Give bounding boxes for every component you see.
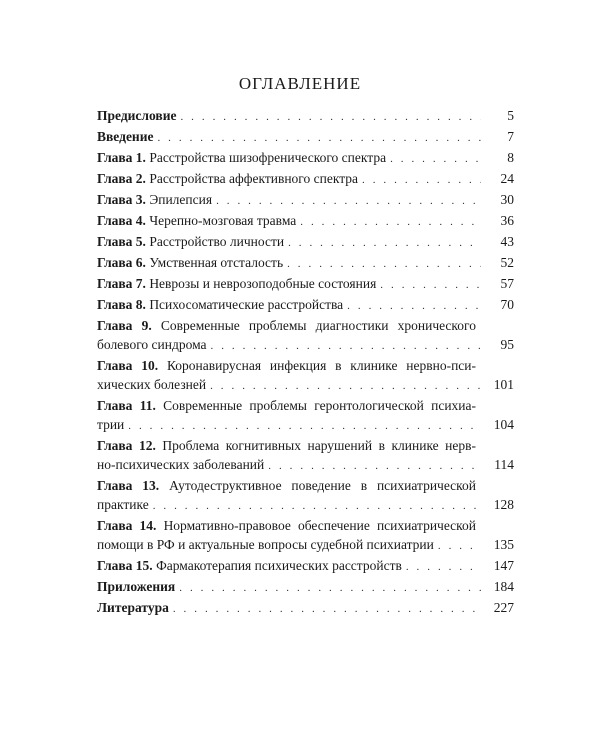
toc-entry-text-line2: трии bbox=[97, 417, 125, 432]
toc-entry-chapter-5 bbox=[97, 232, 514, 253]
toc-entry-text: Неврозы и неврозоподобные состояния bbox=[149, 276, 377, 291]
toc-entry-text-line1: Современные проблемы геронтологической психиа- bbox=[163, 398, 477, 413]
dot-leader bbox=[179, 579, 481, 598]
toc-entry-head: Глава 1. bbox=[97, 150, 146, 165]
toc-entry-chapter-2 bbox=[97, 169, 514, 190]
toc-entry-text: Фармакотерапия психических расстройств bbox=[156, 558, 402, 573]
dot-leader bbox=[300, 213, 481, 232]
toc-entry-chapter-9 bbox=[97, 316, 514, 356]
toc-page-number: 43 bbox=[500, 234, 514, 249]
dot-leader bbox=[390, 150, 481, 169]
toc-entry-head: Глава 4. bbox=[97, 213, 146, 228]
toc-entry-head: Глава 5. bbox=[97, 234, 146, 249]
toc-entry-chapter-4 bbox=[97, 211, 514, 232]
toc-entry-head: Глава 2. bbox=[97, 171, 146, 186]
toc-page-number: 7 bbox=[507, 129, 514, 144]
toc-entry-head: Глава 8. bbox=[97, 297, 146, 312]
toc-entry-text: Психосоматические расстройства bbox=[149, 297, 344, 312]
toc-entry-head: Глава 3. bbox=[97, 192, 146, 207]
dot-leader bbox=[128, 417, 481, 436]
toc-entry-head: Глава 14. bbox=[97, 518, 157, 533]
toc-entry-head: Глава 9. bbox=[97, 318, 152, 333]
toc-entry-chapter-6 bbox=[97, 253, 514, 274]
toc-title: ОГЛАВЛЕНИЕ bbox=[238, 74, 362, 93]
toc-page-number: 184 bbox=[493, 579, 514, 594]
toc-entry-chapter-11 bbox=[97, 396, 514, 436]
toc-entry-text-line2: но-психических заболеваний bbox=[97, 457, 265, 472]
toc-page-number: 227 bbox=[493, 600, 514, 615]
dot-leader bbox=[362, 171, 481, 190]
toc-entry-head: Глава 7. bbox=[97, 276, 146, 291]
toc-entry-text-line1: Нормативно-правовое обеспечение психиатрической bbox=[163, 518, 477, 533]
toc-page-number: 70 bbox=[500, 297, 514, 312]
toc-entry-chapter-1 bbox=[97, 148, 514, 169]
toc-entry-chapter-13 bbox=[97, 476, 514, 516]
dot-leader bbox=[211, 337, 481, 356]
toc-page-number: 135 bbox=[493, 537, 514, 552]
toc-entry-head: Глава 10. bbox=[97, 358, 159, 373]
dot-leader bbox=[347, 297, 481, 316]
dot-leader bbox=[287, 255, 481, 274]
toc-list bbox=[97, 106, 514, 619]
dot-leader bbox=[153, 497, 481, 516]
toc-entry-appendices bbox=[97, 577, 514, 598]
toc-page-number: 114 bbox=[494, 457, 514, 472]
toc-page-number: 101 bbox=[493, 377, 514, 392]
toc-page-number: 57 bbox=[500, 276, 514, 291]
dot-leader bbox=[210, 377, 481, 396]
toc-entry-text: Умственная отсталость bbox=[149, 255, 284, 270]
toc-entry-chapter-15 bbox=[97, 556, 514, 577]
toc-entry-preface bbox=[97, 106, 514, 127]
toc-entry-text: Расстройство личности bbox=[149, 234, 285, 249]
toc-page-number: 128 bbox=[493, 497, 514, 512]
toc-entry-head: Глава 15. bbox=[97, 558, 153, 573]
toc-entry-chapter-7 bbox=[97, 274, 514, 295]
toc-page-number: 104 bbox=[493, 417, 514, 432]
toc-entry-head: Предисловие bbox=[97, 108, 177, 123]
dot-leader bbox=[438, 537, 481, 556]
toc-entry-text-line2: помощи в РФ и актуальные вопросы судебной психиатрии bbox=[97, 537, 434, 552]
toc-page-number: 147 bbox=[493, 558, 514, 573]
toc-entry-head: Глава 12. bbox=[97, 438, 156, 453]
toc-entry-text-line1: Современные проблемы диагностики хронического bbox=[160, 318, 476, 333]
dot-leader bbox=[288, 234, 481, 253]
dot-leader bbox=[406, 558, 481, 577]
toc-entry-chapter-12 bbox=[97, 436, 514, 476]
toc-entry-chapter-14 bbox=[97, 516, 514, 556]
toc-entry-chapter-8 bbox=[97, 295, 514, 316]
toc-entry-head: Литература bbox=[97, 600, 169, 615]
toc-entry-text-line1: Проблема когнитивных нарушений в клинике нерв- bbox=[162, 438, 477, 453]
toc-entry-text-line1: Аутодеструктивное поведение в психиатрической bbox=[169, 478, 476, 493]
toc-entry-head: Глава 13. bbox=[97, 478, 160, 493]
toc-entry-literature bbox=[97, 598, 514, 619]
toc-page-number: 52 bbox=[500, 255, 514, 270]
dot-leader bbox=[173, 600, 481, 619]
dot-leader bbox=[268, 457, 481, 476]
toc-page-number: 30 bbox=[500, 192, 514, 207]
toc-page-number: 8 bbox=[507, 150, 514, 165]
toc-entry-head: Приложения bbox=[97, 579, 176, 594]
toc-entry-text: Расстройства шизофренического спектра bbox=[149, 150, 387, 165]
toc-entry-text-line2: практике bbox=[97, 497, 149, 512]
toc-page-number: 95 bbox=[500, 337, 514, 352]
dot-leader bbox=[380, 276, 481, 295]
toc-entry-chapter-3 bbox=[97, 190, 514, 211]
toc-entry-text-line2: болевого синдрома bbox=[97, 337, 207, 352]
toc-entry-text-line1: Коронавирусная инфекция в клинике нервно-пси- bbox=[166, 358, 477, 373]
toc-entry-chapter-10 bbox=[97, 356, 514, 396]
toc-entry-text: Эпилепсия bbox=[149, 192, 213, 207]
toc-entry-head: Введение bbox=[97, 129, 154, 144]
dot-leader bbox=[216, 192, 481, 211]
dot-leader bbox=[180, 108, 481, 127]
toc-page-number: 5 bbox=[507, 108, 514, 123]
dot-leader bbox=[157, 129, 481, 148]
toc-entry-text: Черепно-мозговая травма bbox=[149, 213, 297, 228]
toc-page-number: 36 bbox=[500, 213, 514, 228]
toc-entry-introduction bbox=[97, 127, 514, 148]
toc-entry-head: Глава 6. bbox=[97, 255, 146, 270]
toc-entry-head: Глава 11. bbox=[97, 398, 156, 413]
toc-page-number: 24 bbox=[500, 171, 514, 186]
toc-entry-text: Расстройства аффективного спектра bbox=[149, 171, 359, 186]
toc-entry-text-line2: хических болезней bbox=[97, 377, 207, 392]
